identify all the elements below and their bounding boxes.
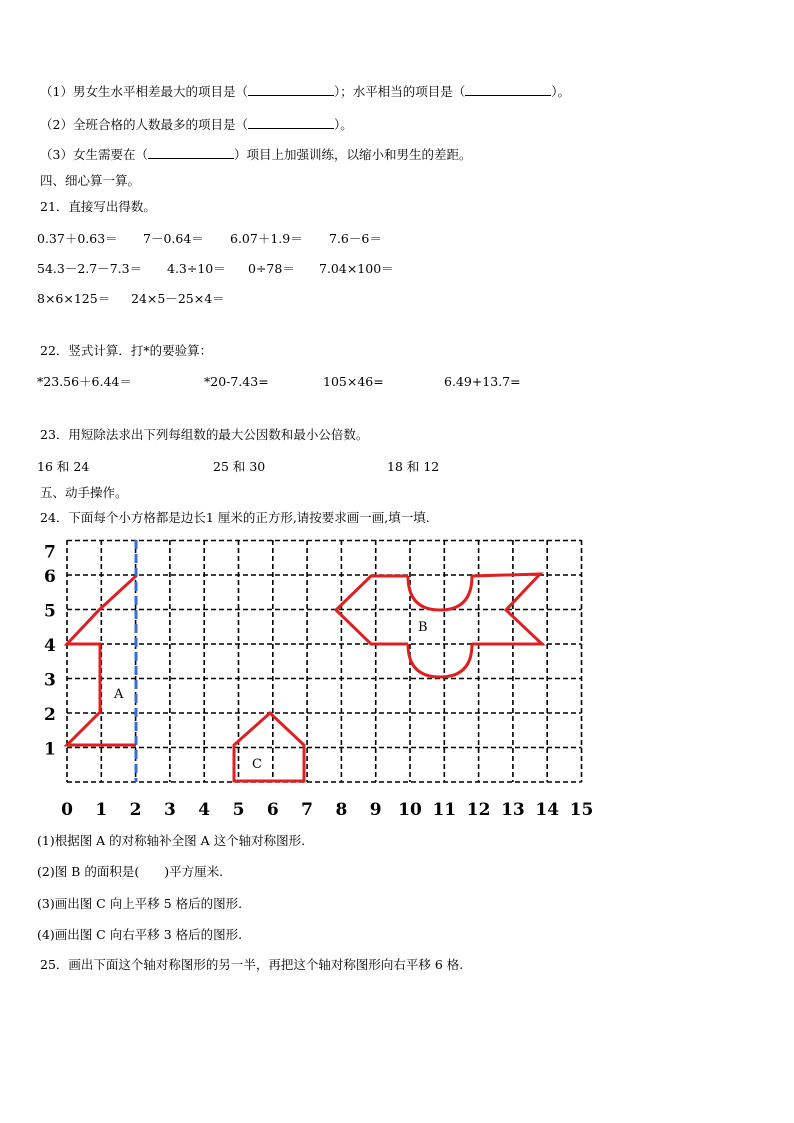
x-tick-label: 3 bbox=[163, 800, 176, 820]
x-tick-label: 4 bbox=[198, 800, 211, 820]
grid-figure bbox=[30, 530, 600, 822]
q21-item: 4.3÷10＝ bbox=[167, 261, 226, 276]
question-2 bbox=[40, 116, 353, 133]
y-tick-label: 6 bbox=[44, 567, 56, 587]
q21-title: 21．直接写出得数。 bbox=[40, 199, 156, 214]
x-tick-label: 5 bbox=[232, 800, 245, 820]
q1-text-c: ）。 bbox=[551, 84, 570, 99]
q24-sub-1: (1)根据图 A 的对称轴补全图 A 这个轴对称图形. bbox=[37, 833, 306, 848]
answer-blank-4[interactable] bbox=[148, 146, 234, 159]
answer-blank-2[interactable] bbox=[465, 83, 551, 96]
x-tick-label: 1 bbox=[95, 800, 108, 820]
q22-item: 6.49+13.7= bbox=[444, 374, 521, 389]
y-tick-label: 1 bbox=[44, 739, 56, 760]
q25-title: 25．画出下面这个轴对称图形的另一半，再把这个轴对称图形向右平移 6 格. bbox=[40, 957, 464, 972]
x-tick-label: 11 bbox=[432, 800, 457, 820]
q24-sub-3: (3)画出图 C 向上平移 5 格后的图形. bbox=[37, 896, 243, 911]
question-3 bbox=[40, 146, 471, 163]
q21-item: 7.04×100＝ bbox=[319, 261, 394, 276]
y-axis-labels bbox=[44, 543, 56, 760]
q22-item: *20-7.43= bbox=[204, 374, 269, 389]
answer-blank-1[interactable] bbox=[248, 83, 334, 96]
q24-sub-4: (4)画出图 C 向右平移 3 格后的图形. bbox=[37, 927, 243, 942]
x-tick-label: 7 bbox=[301, 800, 314, 820]
y-tick-label: 4 bbox=[44, 636, 56, 656]
shape-a-label: A bbox=[114, 687, 124, 702]
q3-text-a: （3）女生需要在（ bbox=[40, 147, 148, 162]
x-tick-label: 15 bbox=[569, 800, 594, 820]
x-tick-label: 9 bbox=[369, 800, 382, 820]
y-tick-label: 7 bbox=[44, 542, 56, 563]
shape-b-bottom-arc bbox=[408, 644, 472, 677]
x-tick-label: 2 bbox=[129, 800, 142, 820]
q21-item: 6.07＋1.9＝ bbox=[230, 231, 303, 246]
q23-item: 16 和 24 bbox=[37, 459, 90, 474]
y-tick-label: 5 bbox=[44, 601, 56, 622]
q21-item: 7－0.64＝ bbox=[143, 231, 204, 246]
q24-sub-2: (2)图 B 的面积是( )平方厘米. bbox=[37, 864, 224, 879]
y-tick-label: 3 bbox=[44, 670, 56, 691]
q21-item: 0.37＋0.63＝ bbox=[37, 231, 118, 246]
x-axis-labels bbox=[61, 800, 593, 820]
x-tick-label: 14 bbox=[535, 800, 560, 820]
q23-title: 23．用短除法求出下列每组数的最大公因数和最小公倍数。 bbox=[40, 427, 369, 442]
q23-item: 18 和 12 bbox=[387, 459, 440, 474]
q21-item: 24×5－25×4＝ bbox=[131, 291, 225, 306]
answer-blank-3[interactable] bbox=[248, 116, 334, 129]
section-4-heading: 四、细心算一算。 bbox=[40, 173, 141, 188]
q22-title: 22．竖式计算．打*的要验算： bbox=[40, 343, 213, 358]
q2-text-a: （2）全班合格的人数最多的项目是（ bbox=[40, 117, 248, 132]
q21-item: 54.3－2.7－7.3＝ bbox=[37, 261, 143, 276]
q1-text-b: ）；水平相当的项目是（ bbox=[333, 84, 466, 99]
q21-item: 0÷78＝ bbox=[248, 261, 295, 276]
q21-item: 7.6－6＝ bbox=[329, 231, 382, 246]
shape-b-label: B bbox=[418, 620, 428, 635]
q21-item: 8×6×125＝ bbox=[37, 291, 111, 306]
y-tick-label: 2 bbox=[44, 705, 56, 725]
q1-text-a: （1）男女生水平相差最大的项目是（ bbox=[40, 84, 248, 99]
q2-text-b: ）。 bbox=[333, 117, 353, 132]
q22-item: 105×46= bbox=[323, 374, 384, 389]
q23-item: 25 和 30 bbox=[213, 459, 266, 474]
x-tick-label: 0 bbox=[61, 800, 73, 820]
x-tick-label: 13 bbox=[501, 800, 525, 820]
question-1 bbox=[40, 83, 570, 100]
section-5-heading: 五、动手操作。 bbox=[40, 485, 128, 500]
q22-item: *23.56＋6.44＝ bbox=[37, 374, 132, 389]
q24-title: 24．下面每个小方格都是边长1 厘米的正方形,请按要求画一画,填一填. bbox=[40, 510, 430, 525]
x-tick-label: 12 bbox=[466, 800, 491, 820]
x-tick-label: 10 bbox=[398, 800, 422, 820]
x-tick-label: 8 bbox=[335, 800, 348, 820]
q3-text-b: ）项目上加强训练，以缩小和男生的差距。 bbox=[233, 147, 472, 162]
x-tick-label: 6 bbox=[266, 800, 279, 820]
shape-b-top-arc bbox=[408, 576, 472, 610]
shape-c-label: C bbox=[252, 757, 262, 772]
